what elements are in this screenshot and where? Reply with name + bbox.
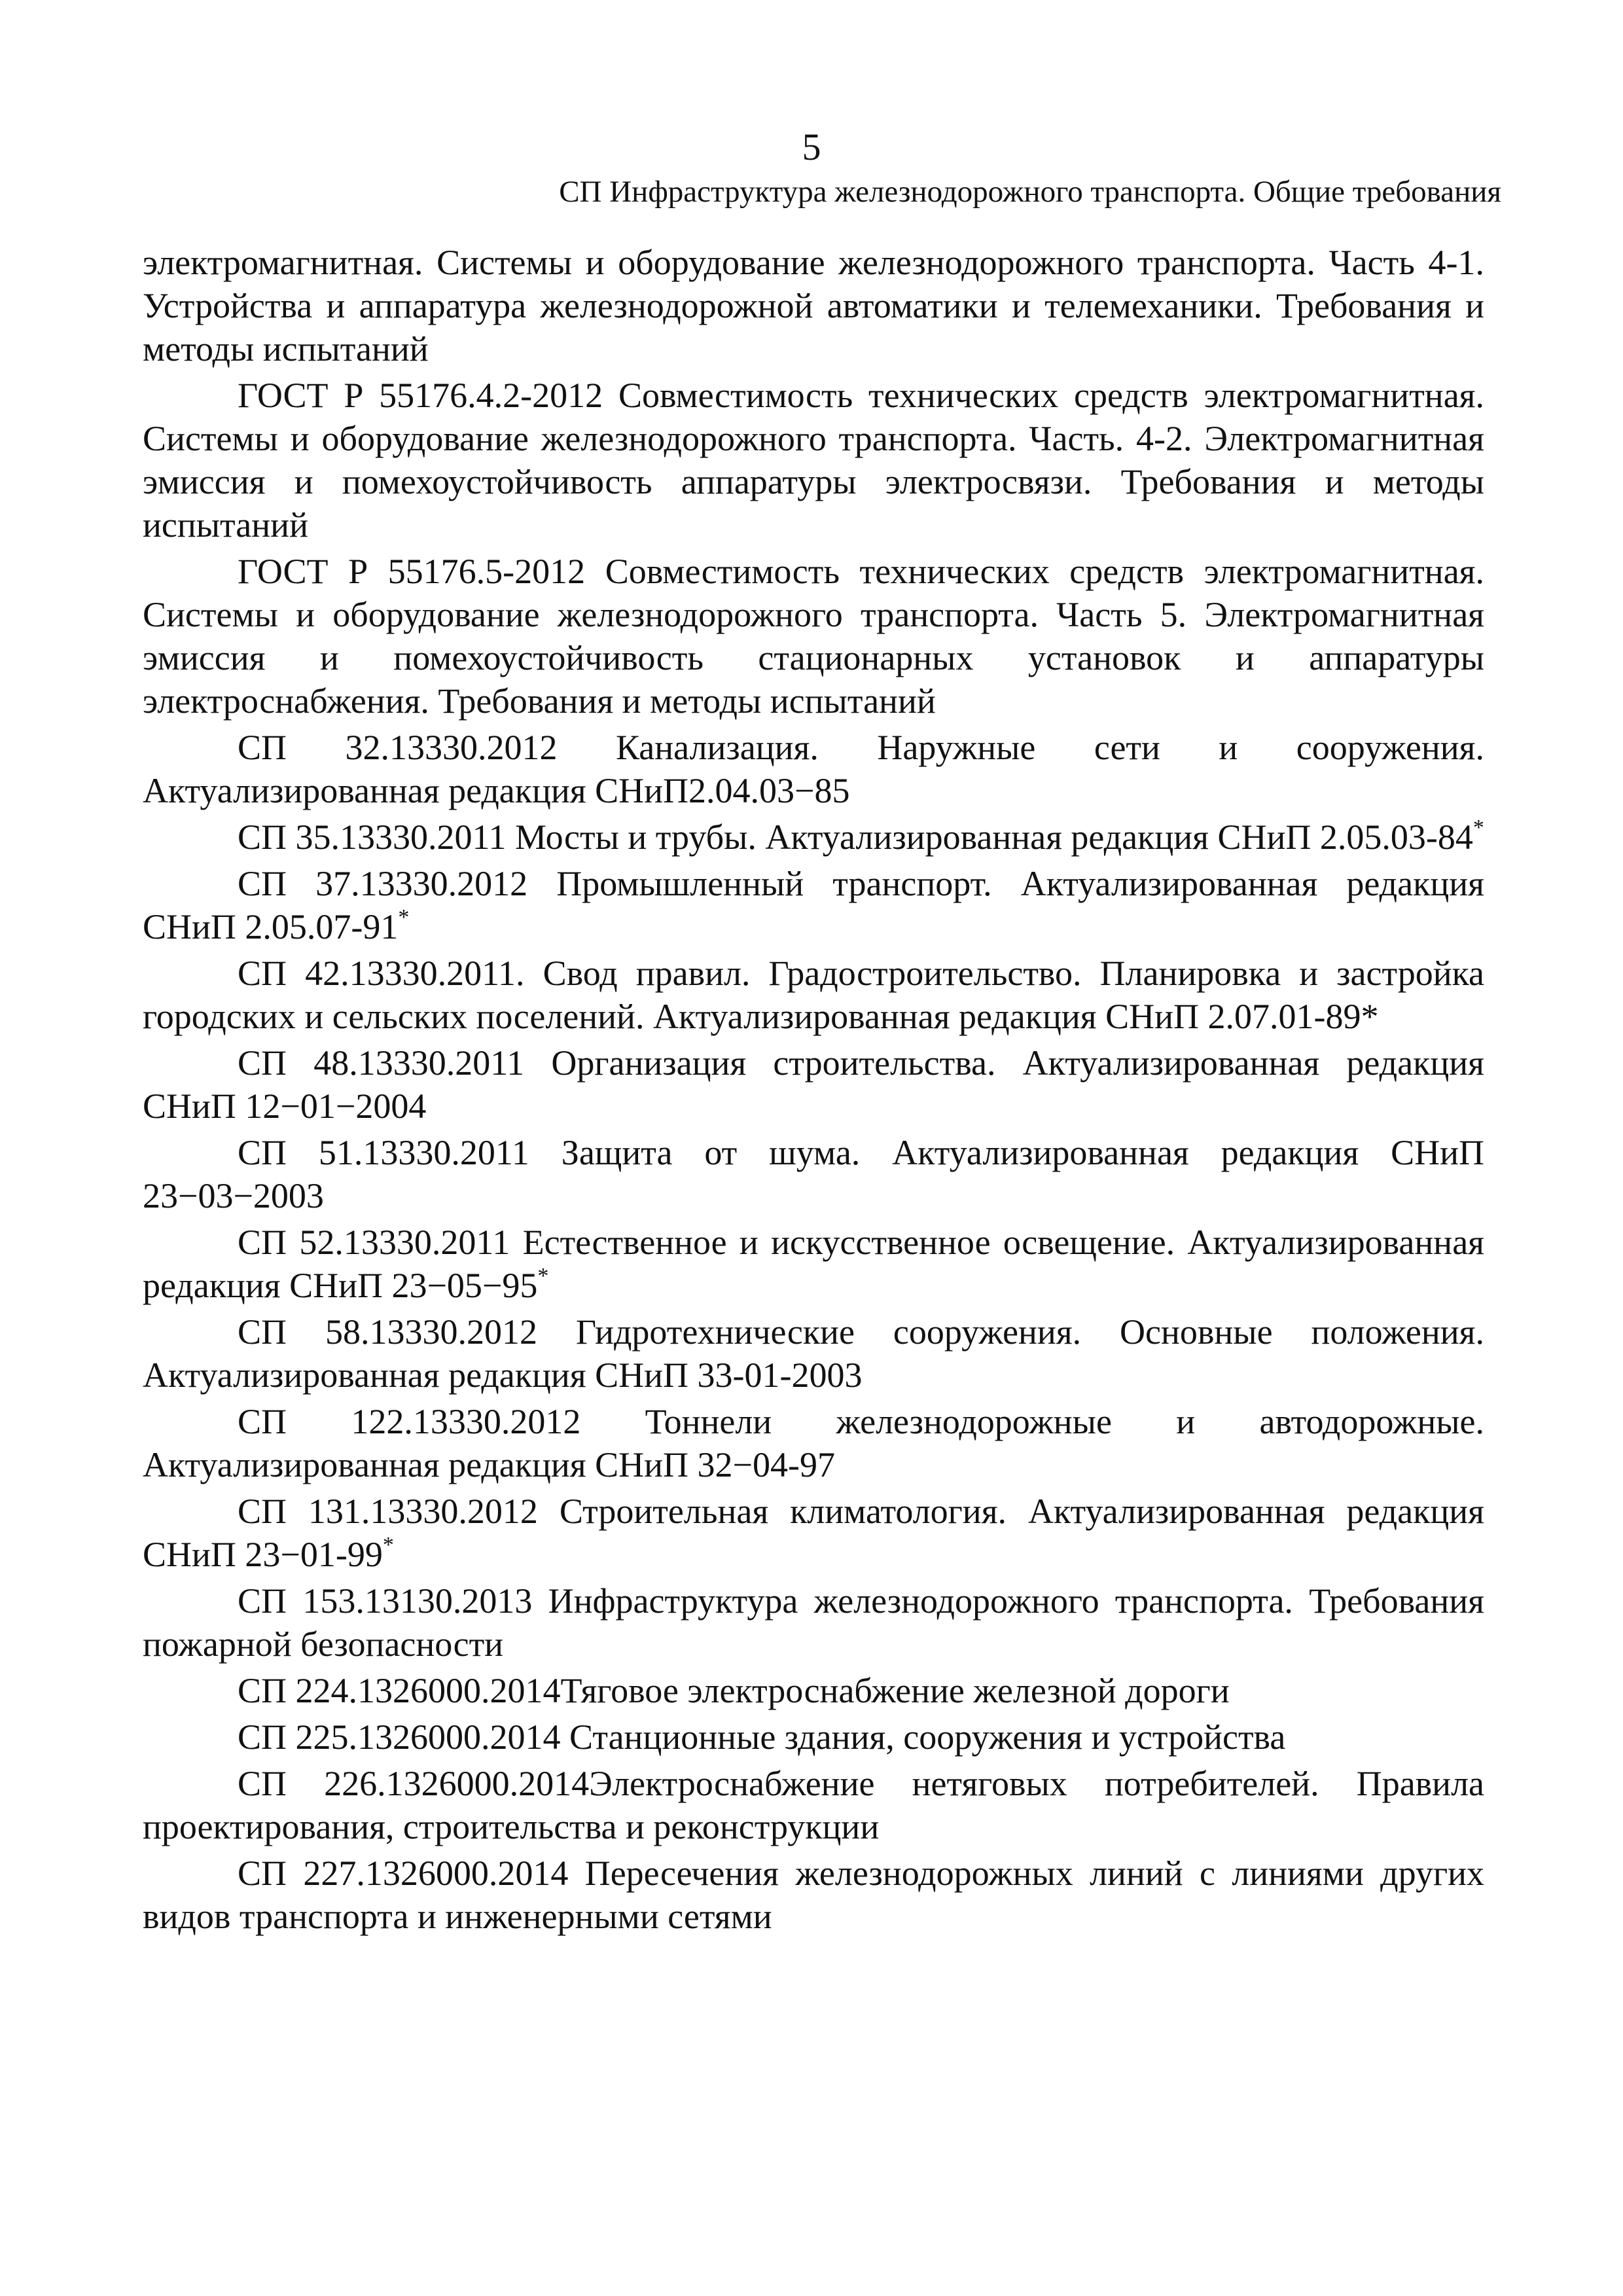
paragraph-text: СП 153.13130.2013 Инфраструктура железнодорожного транспорта. Требования пожарной безопасности — [143, 1581, 1484, 1664]
reference-entry — [143, 1490, 1484, 1576]
reference-entry — [143, 862, 1484, 948]
reference-entry — [143, 1852, 1484, 1938]
reference-entry — [143, 952, 1484, 1038]
reference-entry — [143, 726, 1484, 812]
paragraph-text: СП 35.13330.2011 Мосты и трубы. Актуализированная редакция СНиП 2.05.03-84 — [238, 817, 1473, 857]
paragraph-text: СП 131.13330.2012 Строительная климатология. Актуализированная редакция СНиП 23−01-99 — [143, 1492, 1484, 1574]
reference-entry — [143, 1715, 1484, 1759]
footnote-mark: * — [1472, 816, 1484, 840]
reference-entry — [143, 374, 1484, 547]
paragraph-text: СП 48.13330.2011 Организация строительства. Актуализированная редакция СНиП 12−01−2004 — [143, 1043, 1484, 1126]
reference-entry — [143, 1400, 1484, 1486]
paragraph-text: СП 37.13330.2012 Промышленный транспорт. Актуализированная редакция СНиП 2.05.07-91 — [143, 864, 1484, 946]
paragraph-text: СП 51.13330.2011 Защита от шума. Актуализированная редакция СНиП 23−03−2003 — [143, 1133, 1484, 1215]
reference-entry — [143, 1669, 1484, 1712]
paragraph-text: СП 32.13330.2012 Канализация. Наружные сети и сооружения. Актуализированная редакция СНиП2.04.03−85 — [143, 728, 1484, 810]
continued-paragraph — [143, 241, 1484, 370]
paragraph-text: ГОСТ Р 55176.5-2012 Совместимость технических средств электромагнитная. Системы и оборудование железнодорожного транспорта. Часть 5. Электромагнитная эмиссия и помехоустойчивость стационарных установок и аппаратуры электроснабжения. Требования и методы испытаний — [143, 552, 1484, 721]
reference-entry — [143, 1041, 1484, 1128]
reference-entry — [143, 1762, 1484, 1848]
paragraph-text: ГОСТ Р 55176.4.2-2012 Совместимость технических средств электромагнитная. Системы и оборудование железнодорожного транспорта. Часть. 4-2. Электромагнитная эмиссия и помехоустойчивость аппаратуры электросвязи. Требования и методы испытаний — [143, 376, 1484, 545]
paragraph-text: СП 58.13330.2012 Гидротехнические сооружения. Основные положения. Актуализированная редакция СНиП 33-01-2003 — [143, 1312, 1484, 1395]
document-body — [143, 241, 1484, 1941]
reference-entry — [143, 550, 1484, 723]
reference-entry — [143, 1310, 1484, 1397]
footnote-mark: * — [382, 1533, 394, 1557]
footnote-mark: * — [537, 1264, 549, 1288]
paragraph-text: СП 122.13330.2012 Тоннели железнодорожные и автодорожные. Актуализированная редакция СНиП 32−04-97 — [143, 1402, 1484, 1484]
footnote-mark: * — [398, 905, 410, 929]
paragraph-text: электромагнитная. Системы и оборудование железнодорожного транспорта. Часть 4-1. Устройства и аппаратура железнодорожной автоматики и телемеханики. Требования и методы испытаний — [143, 243, 1484, 368]
paragraph-text: СП 225.1326000.2014 Станционные здания, сооружения и устройства — [238, 1717, 1286, 1757]
paragraph-text: СП 227.1326000.2014 Пересечения железнодорожных линий с линиями других видов транспорта и инженерными сетями — [143, 1854, 1484, 1936]
paragraph-text: СП 224.1326000.2014Тяговое электроснабжение железной дороги — [238, 1671, 1230, 1710]
running-header: СП Инфраструктура железнодорожного транспорта. Общие требования — [559, 175, 1501, 209]
reference-entry — [143, 816, 1484, 859]
reference-entry — [143, 1131, 1484, 1217]
page-number: 5 — [802, 126, 821, 168]
paragraph-text: СП 226.1326000.2014Электроснабжение нетяговых потребителей. Правила проектирования, строительства и реконструкции — [143, 1764, 1484, 1846]
paragraph-text: СП 42.13330.2011. Свод правил. Градостроительство. Планировка и застройка городских и сельских поселений. Актуализированная редакция СНиП 2.07.01-89* — [143, 954, 1484, 1036]
reference-entry — [143, 1579, 1484, 1666]
reference-entry — [143, 1221, 1484, 1307]
paragraph-text: СП 52.13330.2011 Естественное и искусственное освещение. Актуализированная редакция СНиП 23−05−95 — [143, 1223, 1484, 1305]
